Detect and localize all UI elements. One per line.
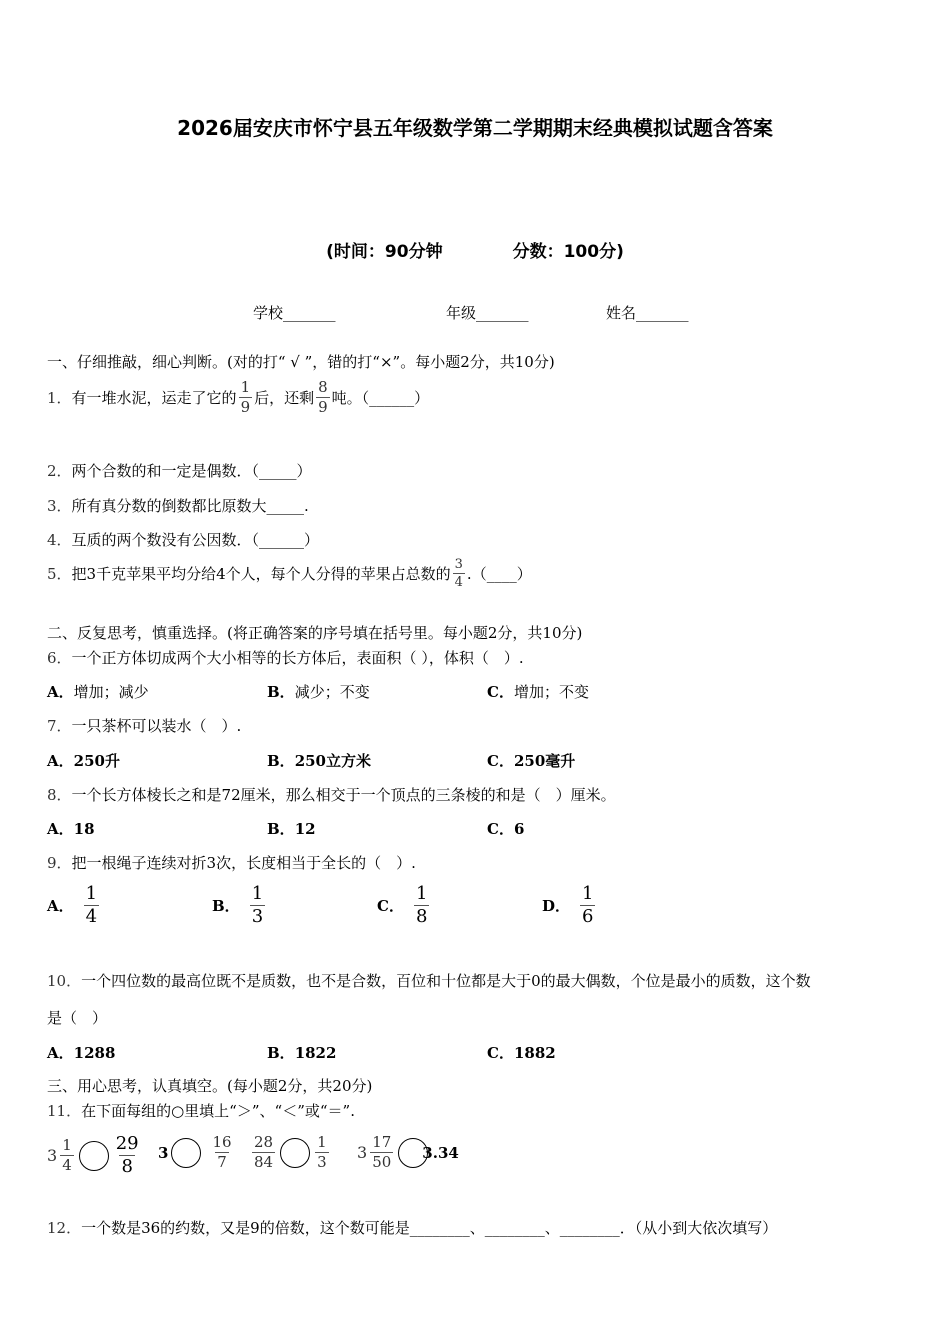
q10-option-c[interactable] [487, 1042, 556, 1063]
c3-right-fraction [315, 1135, 329, 1170]
grade-field: 年级_______ [446, 304, 529, 322]
question-12 [47, 1217, 777, 1238]
c1-left-den: 4 [62, 1156, 72, 1174]
q8-option-a-text: 18 [73, 820, 95, 838]
option-c-label: C． [487, 752, 514, 770]
q5-f-den: 4 [454, 575, 463, 590]
score-label: 分数：100分) [512, 242, 624, 262]
q1-number: 1． [47, 389, 72, 407]
c4-left-fraction [370, 1135, 393, 1170]
q12-number: 12． [47, 1219, 82, 1237]
q8-option-a[interactable] [47, 818, 95, 839]
q8-text: 一个长方体棱长之和是72厘米，那么相交于一个顶点的三条棱的和是（ ）厘米。 [71, 786, 616, 804]
q1-fraction-2 [316, 380, 330, 415]
q9-d-den: 6 [582, 906, 594, 927]
q3-text: 所有真分数的倒数都比原数大_____. [71, 497, 309, 515]
q9-option-c[interactable] [377, 885, 431, 926]
c1-whole: 3 [47, 1146, 58, 1165]
q6-option-c[interactable] [487, 681, 589, 702]
option-a-label: A． [47, 897, 74, 915]
q1-f2-num: 8 [318, 378, 328, 396]
q9-option-b[interactable] [212, 885, 267, 926]
c3-left-num: 28 [254, 1133, 274, 1151]
q11-compare-1 [47, 1135, 143, 1176]
q6-option-a-text: 增加；减少 [73, 683, 149, 701]
school-field: 学校_______ [253, 304, 336, 322]
q9-option-a[interactable] [47, 885, 101, 926]
q7-option-a[interactable] [47, 750, 120, 771]
q5-text-a: 把3千克苹果平均分给4个人，每个人分得的苹果占总数的 [71, 565, 451, 583]
q9-option-d[interactable] [542, 885, 597, 926]
question-10 [47, 970, 811, 991]
q7-text: 一只茶杯可以装水（ ）. [71, 717, 242, 735]
section1-heading: 一、仔细推敲，细心判断。(对的打“ √ ”，错的打“×”。每小题2分，共10分) [47, 353, 555, 371]
q11-compare-4 [357, 1135, 459, 1170]
q3-number: 3． [47, 497, 72, 515]
option-c-label: C． [377, 897, 404, 915]
q9-a-den: 4 [85, 906, 98, 927]
c1-left-num: 1 [62, 1136, 72, 1154]
q2-number: 2． [47, 462, 72, 480]
q1-text-c: 吨。（______） [331, 389, 430, 407]
q9-d-fraction [580, 885, 595, 926]
q1-f1-den: 9 [240, 398, 251, 416]
option-b-label: B． [212, 897, 240, 915]
q10-option-b-text: 1822 [294, 1044, 337, 1062]
q6-option-b[interactable] [267, 681, 370, 702]
q9-a-num: 1 [85, 883, 98, 904]
q7-option-c-text: 250毫升 [513, 752, 576, 770]
question-9 [47, 852, 416, 873]
q2-text: 两个合数的和一定是偶数．（_____） [71, 462, 312, 480]
q12-text: 一个数是36的约数，又是9的倍数，这个数可能是________、________、________．（从小到大依次填写） [81, 1219, 778, 1237]
q10-option-b[interactable] [267, 1042, 336, 1063]
q7-option-a-text: 250升 [73, 752, 120, 770]
option-b-label: B． [267, 683, 295, 701]
q5-number: 5． [47, 565, 72, 583]
q7-option-c[interactable] [487, 750, 575, 771]
option-c-label: C． [487, 820, 514, 838]
c2-right-fraction [210, 1135, 233, 1170]
q9-b-num: 1 [251, 883, 264, 904]
c2-right-num: 16 [212, 1133, 232, 1151]
question-1 [47, 380, 429, 415]
q1-f2-den: 9 [318, 398, 328, 416]
name-field: 姓名_______ [606, 304, 689, 322]
page-title: 2026届安庆市怀宁县五年级数学第二学期期末经典模拟试题含答案 [177, 116, 773, 140]
question-8 [47, 784, 616, 805]
q1-f1-num: 1 [240, 378, 251, 396]
question-6 [47, 647, 524, 668]
question-4 [47, 529, 319, 550]
q11-compare-3 [250, 1135, 331, 1170]
q5-f-num: 3 [454, 557, 463, 572]
q9-c-num: 1 [415, 883, 428, 904]
q11-number: 11． [47, 1102, 82, 1120]
c3-left-den: 84 [254, 1153, 274, 1171]
q10-option-a-text: 1288 [73, 1044, 116, 1062]
q6-text: 一个正方体切成两个大小相等的长方体后，表面积（ ），体积（ ）. [71, 649, 524, 667]
q9-number: 9． [47, 854, 72, 872]
section2-heading: 二、反复思考，慎重选择。(将正确答案的序号填在括号里。每小题2分，共10分) [47, 624, 583, 642]
q10-option-a[interactable] [47, 1042, 115, 1063]
q6-number: 6． [47, 649, 72, 667]
c3-right-num: 1 [317, 1133, 327, 1151]
q9-c-den: 8 [415, 906, 428, 927]
option-a-label: A． [47, 820, 74, 838]
q1-text-b: 后，还剩 [254, 389, 315, 407]
question-2 [47, 460, 312, 481]
option-b-label: B． [267, 820, 295, 838]
q9-b-fraction [250, 885, 265, 926]
q4-number: 4． [47, 531, 72, 549]
c3-right-den: 3 [317, 1153, 327, 1171]
question-7 [47, 715, 241, 736]
q9-b-den: 3 [251, 906, 264, 927]
option-c-label: C． [487, 1044, 514, 1062]
q8-option-c-text: 6 [513, 820, 525, 838]
q1-fraction-1 [239, 380, 253, 415]
compare-circle-1[interactable] [79, 1141, 109, 1171]
q8-option-b[interactable] [267, 818, 316, 839]
c2-right-den: 7 [217, 1153, 227, 1171]
exam-meta [0, 237, 950, 262]
c2-left-value: 3 [158, 1143, 169, 1162]
c3-left-fraction [252, 1135, 275, 1170]
compare-circle-2[interactable] [171, 1138, 201, 1168]
option-a-label: A． [47, 683, 74, 701]
q4-text: 互质的两个数没有公因数．（______） [71, 531, 320, 549]
q8-number: 8． [47, 786, 72, 804]
q6-option-c-text: 增加；不变 [513, 683, 589, 701]
q5-text-c: .（____） [466, 565, 532, 583]
section3-heading: 三、用心思考，认真填空。(每小题2分，共20分) [47, 1077, 373, 1095]
c1-right-num: 29 [115, 1133, 139, 1154]
option-d-label: D． [542, 897, 571, 915]
q1-text-a: 有一堆水泥，运走了它的 [71, 389, 237, 407]
c4-whole: 3 [357, 1143, 368, 1162]
q11-compare-2 [158, 1135, 236, 1170]
option-a-label: A． [47, 752, 74, 770]
compare-circle-3[interactable] [280, 1138, 310, 1168]
question-5 [47, 558, 532, 589]
q5-fraction [453, 558, 465, 589]
c4-left-den: 50 [372, 1153, 392, 1171]
c1-right-den: 8 [121, 1156, 133, 1177]
q10-line2: 是（ ） [47, 1009, 108, 1027]
q9-c-fraction [414, 885, 429, 926]
q9-a-fraction [84, 885, 99, 926]
option-b-label: B． [267, 1044, 295, 1062]
c4-left-num: 17 [372, 1133, 392, 1151]
question-3 [47, 495, 309, 516]
q11-text: 在下面每组的○里填上“＞”、“＜”或“＝”. [81, 1102, 355, 1120]
q10-number: 10． [47, 972, 82, 990]
time-label: (时间：90分钟 [326, 242, 443, 262]
question-11 [47, 1100, 355, 1121]
q9-text: 把一根绳子连续对折3次，长度相当于全长的（ ）. [71, 854, 416, 872]
q9-d-num: 1 [582, 883, 594, 904]
q7-number: 7． [47, 717, 72, 735]
q10-line1: 一个四位数的最高位既不是质数，也不是合数，百位和十位都是大于0的最大偶数，个位是最小的质数，这个数 [81, 972, 811, 990]
q7-option-b[interactable] [267, 750, 371, 771]
q8-option-b-text: 12 [294, 820, 316, 838]
q10-option-c-text: 1882 [513, 1044, 556, 1062]
option-c-label: C． [487, 683, 514, 701]
q8-option-c[interactable] [487, 818, 524, 839]
q6-option-b-text: 减少；不变 [294, 683, 370, 701]
option-a-label: A． [47, 1044, 74, 1062]
c4-right-value: 3.34 [422, 1143, 459, 1162]
c1-left-fraction [60, 1138, 74, 1173]
q6-option-a[interactable] [47, 681, 149, 702]
c1-right-fraction [114, 1135, 141, 1176]
q7-option-b-text: 250立方米 [294, 752, 371, 770]
option-b-label: B． [267, 752, 295, 770]
